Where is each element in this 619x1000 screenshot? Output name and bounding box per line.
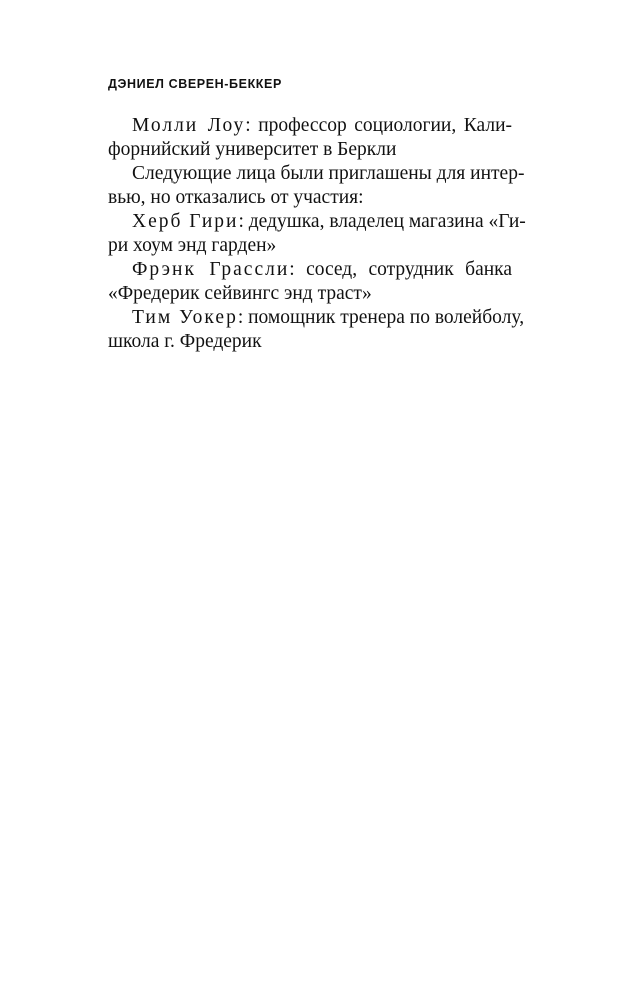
entry-herb-giri-line-1 [108, 210, 526, 234]
declined-note-line-1: Следующие лица были приглашены для интер- [132, 163, 525, 184]
person-name: Молли Лоу [132, 115, 246, 136]
entry-tim-walker-line-1 [108, 306, 525, 330]
entry-frank-grassley-line-1 [108, 258, 512, 282]
entry-tim-walker-line-2: школа г. Фредерик [108, 331, 262, 352]
running-head-author: ДЭНИЕЛ СВЕРЕН-БЕККЕР [108, 77, 282, 91]
person-description: : помощник тренера по волейболу, [237, 307, 525, 328]
person-description: : сосед, сотрудник банка [289, 259, 512, 280]
person-name: Тим Уокер [132, 307, 238, 328]
person-name: Фрэнк Грассли [132, 259, 290, 280]
declined-note-line-2: вью, но отказались от участия: [108, 187, 364, 208]
entry-molly-low-line-2: форнийский университет в Беркли [108, 139, 397, 160]
person-description: : дедушка, владелец магазина «Ги- [238, 211, 526, 232]
person-description: : профессор социологии, Кали- [245, 115, 512, 136]
entry-herb-giri-line-2: ри хоум энд гарден» [108, 235, 277, 256]
person-name: Херб Гири [132, 211, 239, 232]
entry-molly-low-line-1 [108, 114, 512, 138]
entry-frank-grassley-line-2: «Фредерик сейвингс энд траст» [108, 283, 372, 304]
body-text [108, 114, 526, 354]
